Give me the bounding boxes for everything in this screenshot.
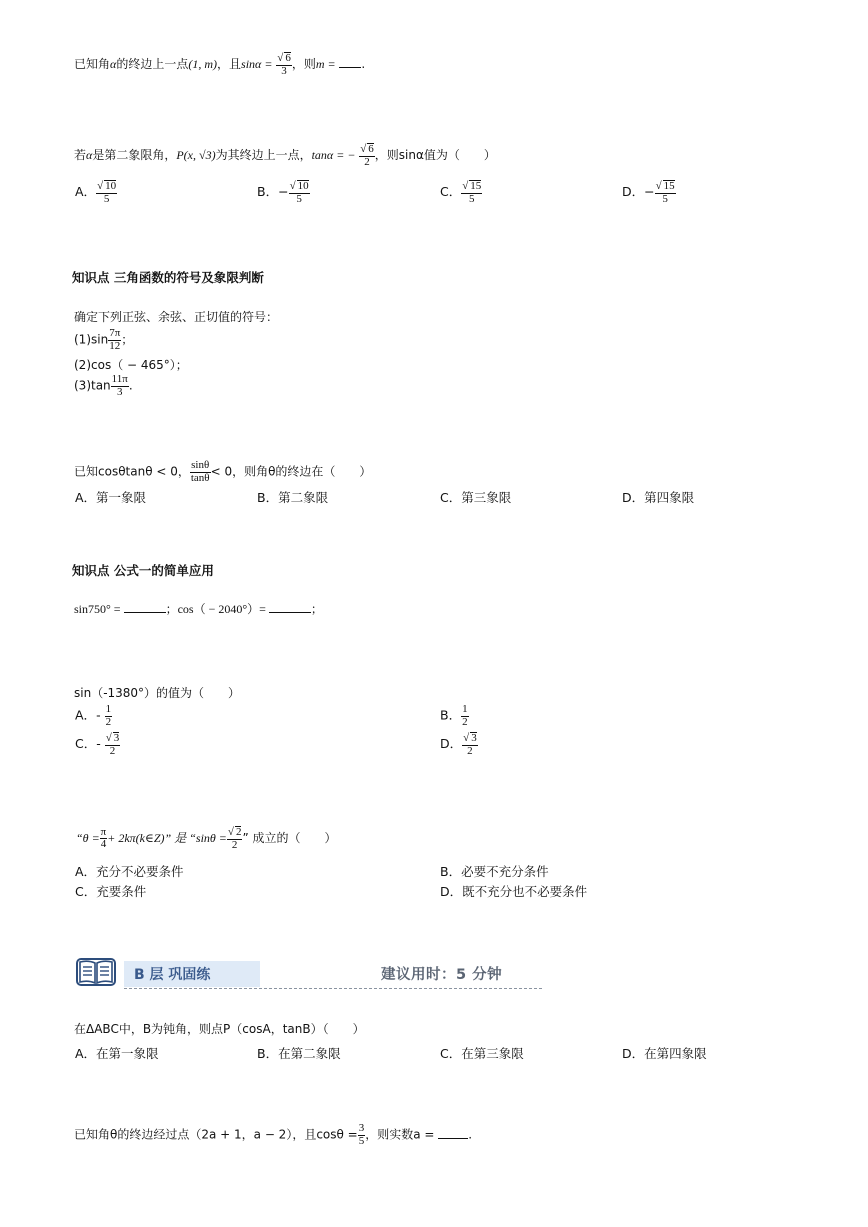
q5-blank-1[interactable]: [124, 602, 166, 613]
q7-option-a[interactable]: A．充分不必要条件: [75, 864, 184, 879]
q3-item-1: (1)sin $\frac{7\pi}{12}$ ；: [74, 327, 134, 352]
question-7: “θ = $\frac{\pi}{4}$ + 2kπ(k∈Z)” 是 “sinθ = $\frac{√ 2}{2}$ ” 成立的（ ）: [76, 825, 337, 851]
q8-option-c[interactable]: C．在第三象限: [440, 1046, 524, 1061]
q6-option-d[interactable]: D． $\frac{√ 3}{2}$: [440, 732, 477, 757]
question-8: 在ΔABC中，B为钝角，则点P（cosA，tanB）（ ）: [74, 1022, 365, 1036]
q1-cond: ，且: [217, 57, 242, 72]
q7-option-b[interactable]: B．必要不充分条件: [440, 864, 549, 879]
question-1: 已知角α的终边上一点(1, m)，且sinα = $\frac{√ 6}{3}$ ，则m = .: [74, 52, 366, 77]
book-icon: [76, 956, 116, 991]
q2-tan: tanα = −: [311, 148, 356, 163]
q2-point: P(x, √3): [176, 148, 216, 163]
q6-option-a[interactable]: A．- $\frac{1}{2}$: [75, 703, 112, 728]
q1-point: (1, m): [188, 57, 218, 72]
question-9: 已知角θ的终边经过点（2a + 1，a − 2），且cosθ = $\frac{3}{5}$ ，则实数a = .: [74, 1122, 473, 1147]
q1-mid: 的终边上一点: [116, 57, 189, 72]
q4-option-b[interactable]: B．第二象限: [257, 490, 329, 505]
banner-divider: [124, 988, 542, 989]
q1-fraction: $\frac{√ 6}{3}$: [277, 52, 291, 77]
q1-answer-blank[interactable]: [339, 57, 361, 68]
question-5: sin750° = ；cos（ − 2040°）= ；: [74, 602, 323, 616]
q1-prefix: 已知角: [74, 57, 111, 72]
q1-m: m =: [315, 57, 336, 72]
q1-sin: sinα =: [241, 57, 273, 72]
q2-option-b[interactable]: B．− $\frac{√ 10}{5}$: [257, 180, 309, 205]
q9-answer-blank[interactable]: [438, 1128, 468, 1139]
layer-b-label: B 层 巩固练: [124, 961, 260, 987]
q6-option-c[interactable]: C．- $\frac{√ 3}{2}$: [75, 732, 120, 757]
section-heading-formula: 知识点 公式一的简单应用: [72, 563, 214, 578]
q1-alpha: α: [110, 57, 117, 72]
q4-option-d[interactable]: D．第四象限: [622, 490, 695, 505]
question-4: 已知cosθtanθ < 0， $\frac{\sin\theta}{\tan\theta}$ < 0，则角θ的终边在（ ）: [74, 459, 372, 484]
q2-fraction: $\frac{√ 6}{2}$: [360, 143, 374, 168]
q7-option-d[interactable]: D．既不充分也不必要条件: [440, 884, 588, 899]
q4-fraction: $\frac{\sin\theta}{\tan\theta}$: [190, 459, 210, 484]
section-heading-signs: 知识点 三角函数的符号及象限判断: [72, 270, 264, 285]
q8-option-d[interactable]: D．在第四象限: [622, 1046, 707, 1061]
q3-item-3: (3)tan $\frac{11\pi}{3}$ .: [74, 373, 133, 398]
q4-option-a[interactable]: A．第一象限: [75, 490, 147, 505]
q2-option-d[interactable]: D．− $\frac{√ 15}{5}$: [622, 180, 675, 205]
q8-option-b[interactable]: B．在第二象限: [257, 1046, 341, 1061]
q7-option-c[interactable]: C．充要条件: [75, 884, 147, 899]
q5-blank-2[interactable]: [269, 602, 311, 613]
question-6: sin（-1380°）的值为（ ）: [74, 686, 241, 700]
q2-prefix: 若: [74, 148, 87, 163]
question-2: 若α是第二象限角，P(x, √3)为其终边上一点，tanα = − $\frac{√ 6}{2}$ ，则sinα值为（ ）: [74, 143, 496, 168]
q3-intro: 确定下列正弦、余弦、正切值的符号：: [74, 310, 279, 324]
suggested-time: 建议用时：5 分钟: [381, 967, 503, 983]
q1-tail: ，则: [291, 57, 316, 72]
q6-option-b[interactable]: B． $\frac{1}{2}$: [440, 703, 468, 728]
q2-option-c[interactable]: C． $\frac{√ 15}{5}$: [440, 180, 482, 205]
q4-option-c[interactable]: C．第三象限: [440, 490, 512, 505]
q8-option-a[interactable]: A．在第一象限: [75, 1046, 159, 1061]
q2-option-a[interactable]: A． $\frac{√ 10}{5}$: [75, 180, 117, 205]
q3-item-2: (2)cos（ − 465°）；: [74, 358, 188, 372]
